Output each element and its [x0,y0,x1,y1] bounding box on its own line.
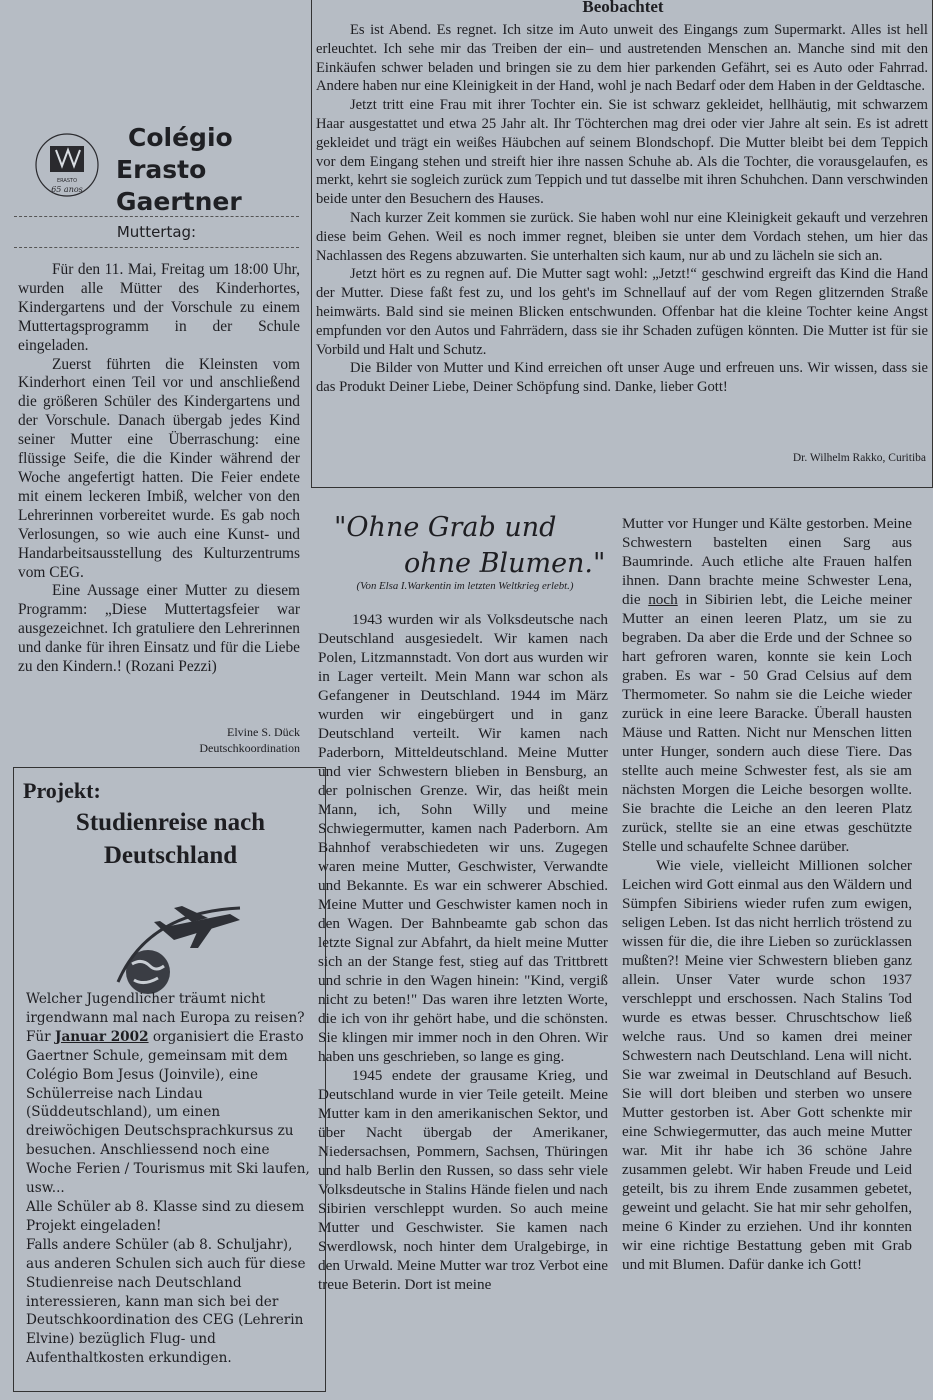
beobachtet-paragraph: Die Bilder von Mutter und Kind erreichen oft unser Auge und erfreuen uns. Wir wissen, dass sie das Produkt Deiner Liebe, Deiner Schöpfung sind. Danke, lieber Gott! [316,360,928,396]
svg-text:ERASTO: ERASTO [56,178,78,184]
article-title-line2: ohne Blumen." [404,548,606,579]
beobachtet-body [316,21,928,397]
beobachtet-paragraph: Nach kurzer Zeit kommen sie zurück. Sie haben wohl nur eine Kleinigkeit gekauft und verzehren diese beim Gehen. Weil es noch immer regnet, bleiben sie unter dem Vordach stehen, um hier das Nachlassen des Regens abzuwarten. Sie unterhalten sich kaum, nur ab und zu lächeln sie sich an. [316,209,928,264]
school-emblem-icon [34,132,100,198]
beobachtet-paragraph: Es ist Abend. Es regnet. Ich sitze im Auto unweit des Eingangs zum Supermarkt. Alles ist hell erleuchtet. Ich sehe mir das Treiben der ein– und austretenden Menschen an. Manche sind mit den Einkäufen schwer beladen und bringen sie zu dem hier parkenden Gefährt, sei es Auto oder Fahrrad. Andere haben nur eine Kleinigkeit in der Hand, wohl je nach Bedarf oder dem Haben in der Geldtasche. [316,22,928,95]
projekt-title [14,806,327,872]
muttertag-signature [150,724,300,756]
article-paragraph: Mutter vor Hunger und Kälte gestorben. Meine Schwestern bastelten einen Sarg aus Baumrinde. Auch etliche alte Frauen halfen ihnen. Dann brachte meine Schwester Lena, die noch in Sibirien lebt, die Leiche meiner Mutter an einen leeren Platz, um sie zu begraben. Da aber die Erde und der Schnee so hart gefroren waren, konnte sie kein Loch graben. Es war - 50 Grad Celsius auf dem Thermometer. So nahm sie die Leiche wieder zurück in eine leere Baracke. Überall hausten Mäuse und Ratten. Nicht nur Menschen litten unter Hunger, sondern auch diese Tiere. Das stellte auch meine Schwester fest, als sie am nächsten Morgen die Leiche besorgen wollte. Sie brachte die Leiche an den leeren Platz zurück, stellte sie an eine etwas geschützte Stelle und schaufelte Schnee darüber. [622,515,912,855]
projekt-label: Projekt: [23,778,101,803]
article-subtitle: (Von Elsa I.Warkentin im letzten Weltkrieg erlebt.) [356,580,574,592]
projekt-paragraph: Falls andere Schüler (ab 8. Schuljahr), aus anderen Schulen sich auch für diese Studienreise nach Deutschland interessieren, kann man sich bei der Deutschkoordination des CEG (Lehrerin Elvine) bezüglich Flug- und Aufenthaltkosten erkundigen. [26,1236,306,1367]
projekt-body [26,990,318,1368]
muttertag-paragraph: Zuerst führten die Kleinsten vom Kinderhort einen Teil vor und anschließend die größeren Schüler des Kindergartens und der Vorschule. Danach übergab jedes Kind seiner Mutter eine Überraschung: eine flüssige Seife, die die Kinder während der Woche angefertigt hatten. Die Feier endete mit einem leckeren Imbiß, welcher von den Lehrerinnen vorbereitet wurde. Es gab noch Verlosungen, so wie auch eine Kunst- und Handarbeitsausstellung des Kulturzentrums vom CEG. [18,355,300,581]
beobachtet-paragraph: Jetzt tritt eine Frau mit ihrer Tochter ein. Sie ist schwarz gekleidet, hellhäutig, mit schwarzem Haar ausgestattet und etwa 25 Jahr alt. Ihr Töchterchen mag drei oder vier Jahre alt sein. Es ist adrett gekleidet und trägt ein weißes Häubchen auf seinem Blondschopf. Die Mutter bleibt bei dem Teppich vor dem Eingang stehen und streift hier ihre nassen Schuhe ab. Als die Tochter, die vorausgelaufen, es merkt, kehrt sie sogleich zurück zum Teppich und tut dasselbe mit ihren Schuhchen. Dann verschwinden beide unter den Besuchern des Hauses. [316,97,928,208]
beobachtet-title: Beobachtet [582,0,664,16]
beobachtet-paragraph: Jetzt hört es zu regnen auf. Die Mutter sagt wohl: „Jetzt!“ geschwind ergreift das Kind die Hand der Mutter. Diese faßt fest zu, und los geht's im Schnellauf auf der vom Regen glitzernden Straße heimwärts. Bald sind sie meinen Blicken entschwunden. Offenbar hat die kleine Tochter keine Angst empfunden vor den Autos und Fahrrädern, dass sie ihr Schaden zufügen könnten. Die Mutter ist für sie Vorbild und Halt und Schutz. [316,266,928,358]
school-name-line1: Colégio [128,123,233,152]
article-paragraph: 1943 wurden wir als Volksdeutsche nach Deutschland ausgesiedelt. Wir kamen nach Polen, Litzmannstadt. Von dort aus wurden wir in Lager verteilt. Mein Mann war schon als Gefangener in Deutschland. 1944 im März wurden wir eingebürgert und in ganz Deutschland verteilt. Wir kamen nach Paderborn, Mitteldeutschland. Meine Mutter und vier Schwestern blieben in Bensburg, an der polnischen Grenze. Wir, das heißt mein Mann, ich, Sohn Willy und meine Schwiegermutter, kamen nach Paderborn. Am Bahnhof verabschiedeten wir uns. Zugegen waren meine Mutter, Geschwister, Verwandte und Bekannte. Es war ein schwerer Abschied. Meine Mutter und Geschwister kamen noch in den Wagen. Der Bahnbeamte gab schon das letzte Signal zur Abfahrt, da hielt meine Mutter sich an der Stange fest, stieg auf das Trittbrett und schrie in den Wagen hinein: "Kind, vergiß nicht zu beten!" Das waren ihre letzten Worte, die ich von ihr gehört habe, und die schönsten. Sie klingen mir immer noch in den Ohren. Wir haben uns geschrieben, so lange es ging. [318,611,608,1065]
underlined-word: noch [648,591,678,608]
signature-role: Deutschkoordination [199,741,300,755]
signature-name: Elvine S. Dück [227,725,300,739]
article-title-line1: "Ohne Grab und [334,512,557,543]
muttertag-heading: Muttertag: [14,216,299,248]
article-column-2 [622,514,912,1274]
muttertag-paragraph: Für den 11. Mai, Freitag um 18:00 Uhr, wurden alle Mütter des Kinderhortes, Kindergartens und der Vorschule zu einem Muttertagsprogramm in der Schule eingeladen. [18,261,300,354]
projekt-title-line1: Studienreise nach [75,809,266,836]
article-paragraph: Wie viele, vielleicht Millionen solcher Leichen wird Gott einmal aus den Wäldern und Sümpfen Sibiriens wieder rufen zum ewigen, seligen Leben. Ist das nicht herrlich tröstend zu wissen für die, die ihre Lieben so zurücklassen mußten?! Meine vier Schwestern blieben ganz allein. Unser Vater wurde schon 1937 verschleppt und erschossen. Nach Stalins Tod wurde es etwas besser. Chruschtschow ließ welche raus. Und so kamen drei meiner Schwestern nach Deutschland. Lena will nicht. Sie war zweimal in Deutschland auf Besuch. Sie will dort bleiben und sterben wo unsere Mutter gestorben ist. Aber Gott schenkte mir eine Schwiegermutter, das auch meine Mutter war. Mit ihr habe ich 36 schöne Jahre zusammen gelebt. Wir haben Freude und Leid geteilt, bis zu ihrem Ende zusammen gebetet, geweint und gelacht. Sie hat mir sehr geholfen, meine 6 Kinder zu erziehen. Und ihr konnten wir eine richtige Bestattung geben mit Grab und mit Blumen. Dafür danke ich Gott! [622,857,912,1273]
school-name [116,122,336,218]
airplane-globe-icon [100,886,250,1006]
article-paragraph: 1945 endete der grausame Krieg, und Deutschland wurde in vier Teile geteilt. Meine Mutter kam in den amerikanischen Sektor, und über Nacht übergab der Amerikaner, Niedersachsen, Pommern, Sachsen, Thüringen und halb Berlin den Russen, so dass sehr viele Volksdeutsche in Stalins Hände fielen und nach Sibirien verschleppt wurden. So auch meine Mutter und Geschwister. Sie kamen nach Swerdlowsk, noch hinter dem Uralgebirge, in den Urwald. Meine Mutter war troz Verbot eine treue Beterin. Dort ist meine [318,1067,608,1293]
school-name-line2: Erasto Gaertner [116,155,242,216]
svg-text:65 anos: 65 anos [51,185,83,194]
projekt-paragraph: Alle Schüler ab 8. Klasse sind zu diesem Projekt eingeladen! [26,1198,305,1234]
muttertag-article [18,261,300,677]
school-logo-block [30,120,305,216]
muttertag-paragraph: Eine Aussage einer Mutter zu diesem Programm: „Diese Muttertagsfeier war ausgezeichnet. Ich gratuliere den Lehrerinnen und danke für ihren Einsatz und für die Liebe zu den Kindern.! (Rozani Pezzi) [18,582,300,676]
article-column-1 [318,610,608,1294]
beobachtet-box [311,0,933,488]
projekt-title-line2: Deutschland [103,842,238,869]
article-title [330,510,610,582]
beobachtet-signature: Dr. Wilhelm Rakko, Curitiba [792,452,926,464]
projekt-paragraph: Welcher Jugendlicher träumt nicht irgendwann mal nach Europa zu reisen? Für Januar 2002 organisiert die Erasto Gaertner Schule, gemeinsam mit dem Colégio Bom Jesus (Joinvile), eine Schülerreise nach Lindau (Süddeutschland), um einen dreiwöchigen Deutschsprachkursus zu besuchen. Anschliessend noch eine Woche Ferien / Tourismus mit Ski laufen, usw... [26,991,310,1197]
projekt-box [13,767,326,1392]
projekt-date: Januar 2002 [55,1028,149,1045]
